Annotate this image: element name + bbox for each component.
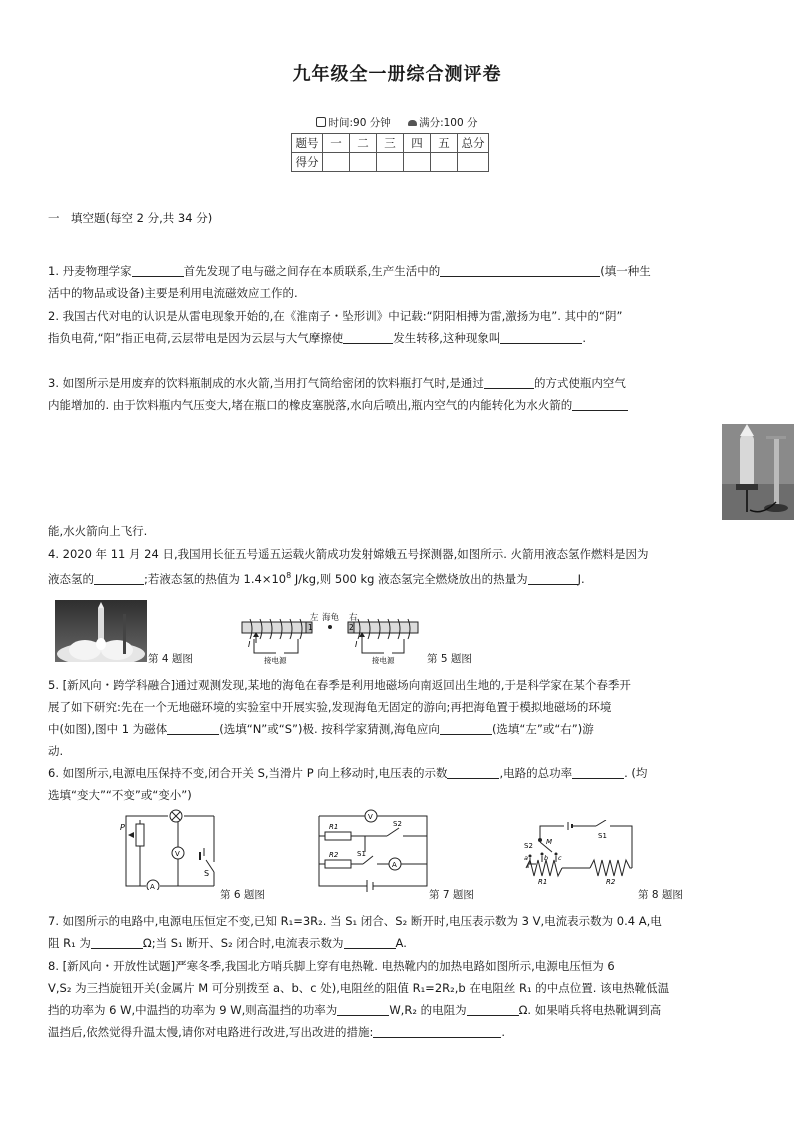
question-8	[48, 955, 748, 1043]
answer-blank[interactable]	[467, 1003, 519, 1016]
q8-text-f: 温挡后,依然觉得升温太慢,请你对电路进行改进,写出改进的措施:	[48, 1025, 374, 1039]
q5-text-b: 展了如下研究:先在一个无地磁环境的实验室中开展实验,发现海龟无固定的游向;再把海龟置于模拟地磁场的环境	[48, 700, 612, 714]
q4-text-c: ;若液态氢的热值为 1.4×10	[144, 571, 287, 586]
q1-text-b: 首先发现了电与磁之间存在本质联系,生产生活中的	[183, 264, 441, 278]
score-cell: 五	[431, 134, 458, 153]
q4-text-d: J/kg,则 500 kg 液态氢完全燃烧放出的热量为	[291, 571, 528, 586]
score-cell: 总分	[458, 134, 489, 153]
fig4-caption: 第 4 题图	[148, 653, 193, 665]
q5-text-d: (选填“N”或“S”)极. 按科学家猜测,海龟应向	[219, 722, 440, 736]
current-label: I	[355, 640, 358, 649]
power-label: 接电源	[372, 656, 395, 665]
question-5	[48, 674, 748, 762]
ammeter-label: A	[150, 883, 155, 890]
magnet-end-1-label: 1	[308, 623, 313, 632]
fig5-turtle-label: 海龟	[322, 613, 340, 623]
score-cell: 三	[377, 134, 404, 153]
score-table	[291, 133, 489, 172]
answer-blank[interactable]	[94, 572, 144, 585]
ammeter-label: A	[392, 861, 397, 869]
answer-blank[interactable]	[500, 331, 582, 344]
current-label: I	[248, 640, 251, 649]
q4-exponent: 8	[286, 571, 292, 580]
clock-icon	[316, 117, 326, 127]
question-1	[48, 260, 748, 304]
q7-text-d: A.	[395, 936, 407, 950]
q4-text-a: 4. 2020 年 11 月 24 日,我国用长征五号遥五运载火箭成功发射嫦娥五号探测器,如图所示. 火箭用液态氢作燃料是因为	[48, 547, 649, 561]
q2-text-b: 指负电荷,“阳”指正电荷,云层带电是因为云层与大气摩擦使	[48, 331, 344, 345]
fig5-caption: 第 5 题图	[427, 653, 472, 665]
resistor-label: R2	[606, 878, 616, 886]
score-input-cell[interactable]	[404, 153, 431, 172]
answer-blank[interactable]	[440, 722, 492, 735]
power-label: 接电源	[264, 656, 287, 665]
slider-label: P	[120, 823, 125, 832]
q4-text-e: J.	[577, 571, 585, 586]
switch-label: S	[204, 869, 210, 878]
resistor-label: R2	[329, 851, 339, 859]
q8-text-a: 8. [新风向・开放性试题]严寒冬季,我国北方哨兵脚上穿有电热靴. 电热靴内的加热电路如图所示,电源电压恒为 6	[48, 959, 615, 973]
q3-text-c: 内能增加的. 由于饮料瓶内气压变大,堵在瓶口的橡皮塞脱落,水向后喷出,瓶内空气的内能转化为水火箭的	[48, 398, 573, 412]
score-input-cell[interactable]	[431, 153, 458, 172]
q7-text-a: 7. 如图所示的电路中,电源电压恒定不变,已知 R₁=3R₂. 当 S₁ 闭合、S₂ 断开时,电压表示数为 3 V,电流表示数为 0.4 A,电	[48, 914, 662, 928]
q6-text-d: 选填“变大”“不变”或“变小”)	[48, 788, 192, 802]
fig8-circuit	[520, 820, 636, 886]
voltmeter-label: V	[368, 813, 373, 821]
switch-label: S2	[393, 820, 402, 828]
score-cell: 二	[350, 134, 377, 153]
q5-text-a: 5. [新风向・跨学科融合]通过观测发现,某地的海龟在春季是利用地磁场向南返回出生地的,于是科学家在某个春季开	[48, 678, 631, 692]
score-cell: 四	[404, 134, 431, 153]
question-3	[48, 372, 748, 416]
q1-text-d: 活中的物品或设备)主要是利用电流磁效应工作的.	[48, 286, 298, 300]
fig7-circuit	[315, 808, 433, 892]
q2-text-c: 发生转移,这种现象叫	[393, 331, 501, 345]
answer-blank[interactable]	[373, 1025, 501, 1038]
answer-blank[interactable]	[91, 936, 143, 949]
answer-blank[interactable]	[343, 331, 393, 344]
answer-blank[interactable]	[572, 766, 624, 779]
score-cell: 题号	[292, 134, 323, 153]
switch-label: S1	[357, 850, 366, 858]
contact-label: a	[524, 854, 528, 862]
fig8-caption: 第 8 题图	[638, 889, 683, 901]
answer-blank[interactable]	[344, 936, 396, 949]
q7-text-c: Ω;当 S₁ 断开、S₂ 闭合时,电流表示数为	[142, 936, 344, 950]
q6-text-b: ,电路的总功率	[499, 766, 573, 780]
question-7	[48, 910, 748, 954]
score-table-score-row	[292, 153, 489, 172]
answer-blank[interactable]	[337, 1003, 389, 1016]
q5-text-e: (选填“左”或“右”)游	[491, 722, 594, 736]
fig5-left-label: 左	[310, 613, 319, 623]
switch-label: S2	[524, 842, 533, 850]
exam-meta	[0, 115, 794, 130]
time-label: 时间:90 分钟	[328, 117, 391, 129]
q1-text-a: 1. 丹麦物理学家	[48, 264, 132, 278]
q6-text-c: . (均	[624, 766, 648, 780]
score-input-cell[interactable]	[350, 153, 377, 172]
page-title: 九年级全一册综合测评卷	[292, 64, 502, 85]
answer-blank[interactable]	[132, 264, 184, 277]
q5-text-f: 动.	[48, 744, 64, 758]
q8-text-g: .	[501, 1025, 505, 1039]
score-table-header-row	[292, 134, 489, 153]
metal-sheet-label: M	[546, 838, 553, 846]
cap-icon	[408, 120, 417, 126]
switch-label: S1	[598, 832, 607, 840]
score-label: 满分:100 分	[419, 117, 478, 129]
q6-text-a: 6. 如图所示,电源电压保持不变,闭合开关 S,当滑片 P 向上移动时,电压表的示数	[48, 766, 448, 780]
contact-label: b	[544, 854, 549, 862]
q5-text-c: 中(如图),图中 1 为磁体	[48, 722, 168, 736]
voltmeter-label: V	[175, 850, 180, 858]
q8-text-b: V,S₂ 为三挡旋钮开关(金属片 M 可分别拨至 a、b、c 处),电阻丝的阻值 R₁=2R₂,b 在电阻丝 R₁ 的中点位置. 该电热靴低温	[48, 981, 670, 995]
fig7-caption: 第 7 题图	[429, 889, 474, 901]
q8-text-e: Ω. 如果哨兵将电热靴调到高	[518, 1003, 662, 1017]
answer-blank[interactable]	[447, 766, 499, 779]
score-cell: 一	[323, 134, 350, 153]
answer-blank[interactable]	[440, 264, 600, 277]
q2-text-a: 2. 我国古代对电的认识是从雷电现象开始的,在《淮南子・坠形训》中记载:“阴阳相搏为雷,激扬为电”. 其中的“阴”	[48, 309, 623, 323]
resistor-label: R1	[538, 878, 548, 886]
score-input-cell[interactable]	[323, 153, 350, 172]
q1-text-c: (填一种生	[600, 264, 651, 278]
fig5-right-label: 右	[349, 613, 358, 623]
answer-blank[interactable]	[167, 722, 219, 735]
question-6	[48, 762, 748, 806]
q4-text-b: 液态氢的	[48, 571, 94, 586]
q8-text-c: 挡的功率为 6 W,中温挡的功率为 9 W,则高温挡的功率为	[48, 1003, 338, 1017]
resistor-label: R1	[329, 823, 339, 831]
q3-text-b: 的方式使瓶内空气	[533, 376, 626, 390]
answer-blank[interactable]	[528, 572, 578, 585]
q2-text-d: .	[582, 331, 587, 345]
answer-blank[interactable]	[572, 398, 628, 411]
rocket-launch-photo	[55, 600, 147, 662]
score-input-cell[interactable]	[377, 153, 404, 172]
water-rocket-photo	[722, 424, 794, 520]
fig6-caption: 第 6 题图	[220, 889, 265, 901]
magnet-end-2-label: 2	[349, 623, 354, 632]
score-cell: 得分	[292, 153, 323, 172]
fig6-circuit	[118, 808, 222, 890]
section-heading: 一 填空题(每空 2 分,共 34 分)	[48, 211, 213, 225]
slider-arrow-icon	[128, 832, 134, 838]
q3-continuation: 能,水火箭向上飞行.	[48, 524, 148, 538]
answer-blank[interactable]	[484, 376, 534, 389]
q3-text-a: 3. 如图所示是用废弃的饮料瓶制成的水火箭,当用打气筒给密闭的饮料瓶打气时,是通过	[48, 376, 484, 390]
q7-text-b: 阻 R₁ 为	[48, 936, 91, 950]
question-2	[48, 305, 748, 349]
contact-label: c	[558, 854, 562, 862]
q8-text-d: W,R₂ 的电阻为	[389, 1003, 467, 1017]
question-4	[48, 543, 748, 590]
score-input-cell[interactable]	[458, 153, 489, 172]
